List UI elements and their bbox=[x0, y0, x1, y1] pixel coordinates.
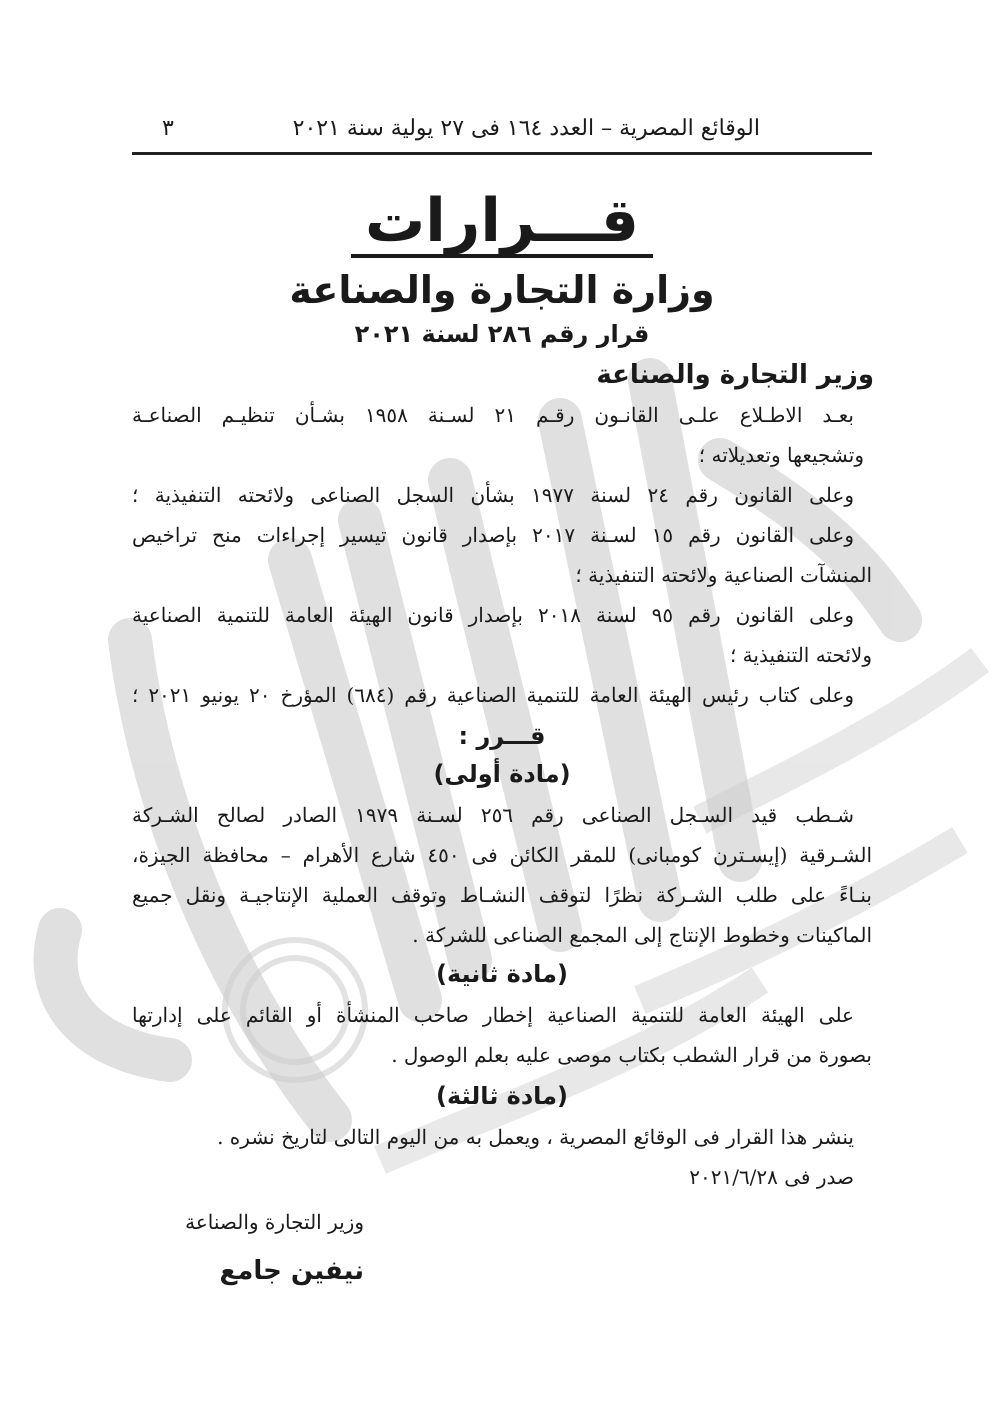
page-header bbox=[132, 112, 872, 155]
preamble-line-3: وعلى القانون رقم ٢٤ لسنة ١٩٧٧ بشأن السجل الصناعى ولائحته التنفيذية ؛ bbox=[132, 483, 854, 507]
page-title bbox=[0, 186, 1004, 258]
article-3-line-1: ينشر هذا القرار فى الوقائع المصرية ، ويعمل به من اليوم التالى لتاريخ نشره . bbox=[217, 1125, 854, 1149]
article-2-heading: (مادة ثانية) bbox=[435, 960, 569, 988]
article-1-line-3: بنـاءً على طلب الشـركة نظرًا لتوقف النشـاط وتوقف العملية الإنتاجيـة ونقل جميع bbox=[132, 883, 872, 907]
page-number: ٣ bbox=[162, 116, 174, 141]
publication-info: الوقائع المصرية – العدد ١٦٤ فى ٢٧ يولية سنة ٢٠٢١ bbox=[292, 116, 760, 141]
article-2-line-1: على الهيئة العامة للتنمية الصناعية إخطار صاحب المنشأة أو القائم على إدارتها bbox=[132, 1003, 854, 1027]
preamble-line-7: ولائحته التنفيذية ؛ bbox=[729, 643, 872, 667]
title-text: قـــرارات bbox=[351, 190, 653, 258]
preamble-line-6: وعلى القانون رقم ٩٥ لسنة ٢٠١٨ بإصدار قانون الهيئة العامة للتنمية الصناعية bbox=[132, 603, 854, 627]
decree-number: قرار رقم ٢٨٦ لسنة ٢٠٢١ bbox=[354, 320, 650, 348]
preamble-line-2: وتشجيعها وتعديلاته ؛ bbox=[698, 443, 864, 467]
signature-name: نيفين جامع bbox=[219, 1256, 364, 1286]
preamble-line-1: بعـد الاطـلاع علـى القانـون رقـم ٢١ لسـنة ١٩٥٨ بشـأن تنظيـم الصناعـة bbox=[132, 403, 854, 427]
article-1-line-2: الشـرقية (إيسـترن كومبانى) للمقر الكائن فى ٤٥٠ شارع الأهرام – محافظة الجيزة، bbox=[132, 843, 872, 867]
decides-heading: قـــرر : bbox=[458, 722, 546, 750]
issue-date: صدر فى ٢٠٢١/٦/٢٨ bbox=[689, 1165, 854, 1189]
preamble-line-8: وعلى كتاب رئيس الهيئة العامة للتنمية الصناعية رقم (٦٨٤) المؤرخ ٢٠ يونيو ٢٠٢١ ؛ bbox=[132, 683, 854, 707]
article-1-line-4: الماكينات وخطوط الإنتاج إلى المجمع الصناعى للشركة . bbox=[412, 923, 872, 947]
signature-title: وزير التجارة والصناعة bbox=[185, 1210, 364, 1234]
article-1-line-1: شـطب قيد السـجل الصناعى رقم ٢٥٦ لسـنة ١٩٧٩ الصادر لصالح الشـركة bbox=[132, 803, 854, 827]
minister-heading: وزير التجارة والصناعة bbox=[596, 360, 874, 390]
preamble-line-5: المنشآت الصناعية ولائحته التنفيذية ؛ bbox=[575, 563, 872, 587]
article-2-line-2: بصورة من قرار الشطب بكتاب موصى عليه بعلم الوصول . bbox=[391, 1043, 872, 1067]
ministry-name: وزارة التجارة والصناعة bbox=[289, 268, 715, 312]
article-3-heading: (مادة ثالثة) bbox=[435, 1082, 569, 1110]
article-1-heading: (مادة أولى) bbox=[433, 760, 571, 788]
preamble-line-4: وعلى القانون رقم ١٥ لسـنة ٢٠١٧ بإصدار قانون تيسير إجراءات منح تراخيص bbox=[132, 523, 854, 547]
